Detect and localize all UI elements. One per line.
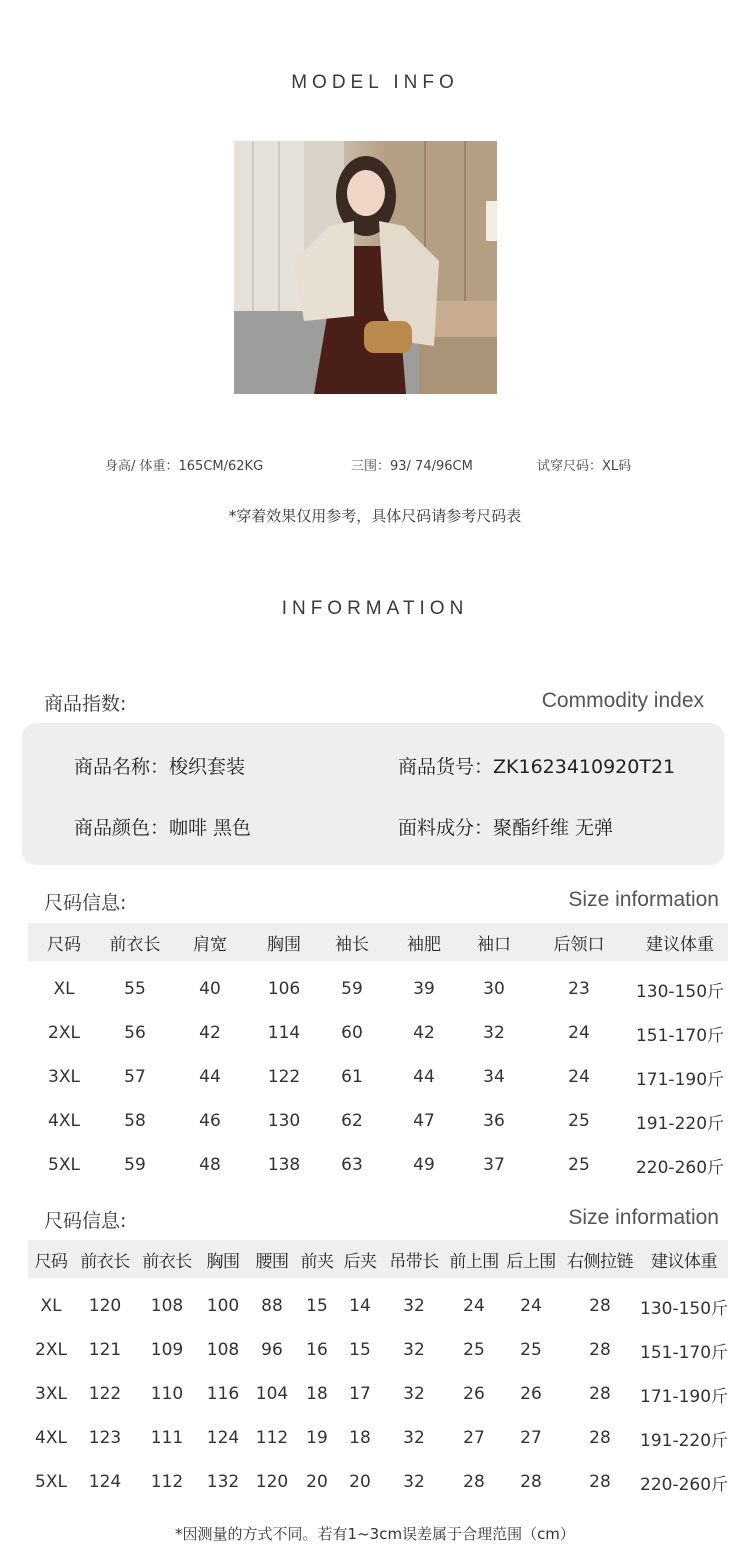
value-cell: 32 (403, 1472, 425, 1492)
value-cell: 123 (88, 1428, 122, 1448)
information-heading: INFORMATION (281, 598, 469, 619)
size-table-2-header (28, 1240, 728, 1278)
value-cell: 48 (199, 1155, 221, 1175)
value-cell: 138 (267, 1155, 301, 1175)
value-cell: 130-150斤 (640, 1298, 729, 1319)
value-cell: 46 (199, 1111, 221, 1131)
size-cell: 2XL (48, 1023, 80, 1043)
value-cell: 20 (349, 1472, 371, 1492)
measurement-note: *因测量的方式不同。若有1~3cm误差属于合理范围（cm） (175, 1525, 575, 1543)
value-cell: 25 (568, 1111, 590, 1131)
value-cell: 37 (483, 1155, 505, 1175)
col-header: 右侧拉链 (560, 1240, 640, 1278)
size-table-1-header (28, 923, 728, 961)
value-cell: 24 (463, 1296, 485, 1316)
value-cell: 26 (463, 1384, 485, 1404)
value-cell: 62 (341, 1111, 363, 1131)
value-cell: 120 (88, 1296, 122, 1316)
value-cell: 23 (568, 979, 590, 999)
value-cell: 19 (306, 1428, 328, 1448)
value-cell: 32 (403, 1296, 425, 1316)
value-cell: 151-170斤 (635, 1025, 725, 1046)
model-size-tried: 试穿尺码：XL码 (537, 459, 632, 474)
value-cell: 49 (413, 1155, 435, 1175)
col-header: 前衣长 (74, 1240, 136, 1278)
commodity-title-cn: 商品指数: (44, 693, 127, 715)
value-cell: 108 (206, 1340, 240, 1360)
value-cell: 57 (124, 1067, 146, 1087)
value-cell: 32 (403, 1340, 425, 1360)
value-cell: 151-170斤 (640, 1342, 729, 1363)
size1-title-en: Size information (568, 888, 719, 911)
value-cell: 47 (413, 1111, 435, 1131)
value-cell: 42 (413, 1023, 435, 1043)
size-cell: 2XL (35, 1340, 67, 1360)
value-cell: 63 (341, 1155, 363, 1175)
col-header: 前上围 (446, 1240, 502, 1278)
value-cell: 20 (306, 1472, 328, 1492)
col-header: 建议体重 (640, 1240, 728, 1278)
value-cell: 110 (150, 1384, 184, 1404)
value-cell: 32 (403, 1428, 425, 1448)
value-cell: 40 (199, 979, 221, 999)
model-measurements: 三围：93/ 74/96CM (351, 459, 473, 474)
value-cell: 116 (206, 1384, 240, 1404)
value-cell: 27 (520, 1428, 542, 1448)
value-cell: 59 (124, 1155, 146, 1175)
col-header: 胸围 (198, 1240, 248, 1278)
col-header: 建议体重 (632, 923, 728, 961)
col-header: 腰围 (248, 1240, 296, 1278)
size-cell: 5XL (48, 1155, 80, 1175)
value-cell: 108 (150, 1296, 184, 1316)
col-header: 后夹 (338, 1240, 382, 1278)
value-cell: 14 (349, 1296, 371, 1316)
size-cell: 4XL (35, 1428, 67, 1448)
value-cell: 191-220斤 (635, 1113, 725, 1134)
value-cell: 24 (520, 1296, 542, 1316)
table-row (28, 961, 728, 1011)
table-row (28, 1328, 728, 1372)
value-cell: 88 (261, 1296, 283, 1316)
value-cell: 27 (463, 1428, 485, 1448)
value-cell: 120 (255, 1472, 289, 1492)
value-cell: 26 (520, 1384, 542, 1404)
table-row (28, 1055, 728, 1099)
value-cell: 15 (306, 1296, 328, 1316)
value-cell: 104 (255, 1384, 289, 1404)
value-cell: 171-190斤 (635, 1069, 725, 1090)
value-cell: 124 (88, 1472, 122, 1492)
model-info-heading: MODEL INFO (291, 72, 459, 93)
fit-note: *穿着效果仅用参考，具体尺码请参考尺码表 (228, 507, 522, 525)
value-cell: 121 (88, 1340, 122, 1360)
value-cell: 106 (267, 979, 301, 999)
col-header: 袖长 (318, 923, 386, 961)
value-cell: 111 (150, 1428, 184, 1448)
col-header: 袖肥 (386, 923, 462, 961)
value-cell: 44 (199, 1067, 221, 1087)
value-cell: 30 (483, 979, 505, 999)
size-table-1 (28, 923, 728, 1187)
value-cell: 60 (341, 1023, 363, 1043)
size2-title-en: Size information (568, 1206, 719, 1229)
value-cell: 132 (206, 1472, 240, 1492)
table-row (28, 1416, 728, 1460)
value-cell: 55 (124, 979, 146, 999)
value-cell: 61 (341, 1067, 363, 1087)
value-cell: 44 (413, 1067, 435, 1087)
size-cell: 5XL (35, 1472, 67, 1492)
col-header: 胸围 (250, 923, 318, 961)
value-cell: 220-260斤 (640, 1474, 729, 1495)
table-row (28, 1011, 728, 1055)
col-header: 尺码 (28, 923, 100, 961)
commodity-panel (22, 723, 724, 865)
col-header: 肩宽 (170, 923, 250, 961)
value-cell: 171-190斤 (640, 1386, 729, 1407)
value-cell: 56 (124, 1023, 146, 1043)
value-cell: 28 (589, 1384, 611, 1404)
value-cell: 112 (150, 1472, 184, 1492)
size-cell: XL (40, 1296, 62, 1316)
col-header: 后上围 (502, 1240, 560, 1278)
value-cell: 28 (463, 1472, 485, 1492)
value-cell: 18 (306, 1384, 328, 1404)
value-cell: 24 (568, 1067, 590, 1087)
col-header: 袖口 (462, 923, 526, 961)
size-table-2 (28, 1240, 728, 1504)
col-header: 前衣长 (100, 923, 170, 961)
value-cell: 25 (568, 1155, 590, 1175)
value-cell: 36 (483, 1111, 505, 1131)
value-cell: 130-150斤 (635, 981, 725, 1002)
commodity-title-en: Commodity index (541, 689, 704, 712)
value-cell: 32 (483, 1023, 505, 1043)
size-cell: 4XL (48, 1111, 80, 1131)
size-cell: 3XL (48, 1067, 80, 1087)
col-header: 前衣长 (136, 1240, 198, 1278)
value-cell: 109 (150, 1340, 184, 1360)
value-cell: 28 (589, 1296, 611, 1316)
col-header: 前夹 (296, 1240, 338, 1278)
col-header: 后领口 (526, 923, 632, 961)
value-cell: 58 (124, 1111, 146, 1131)
model-photo (234, 141, 497, 394)
value-cell: 112 (255, 1428, 289, 1448)
product-color: 商品颜色：咖啡 黑色 (74, 817, 252, 839)
value-cell: 130 (267, 1111, 301, 1131)
col-header: 吊带长 (382, 1240, 446, 1278)
value-cell: 15 (349, 1340, 371, 1360)
product-fabric: 面料成分：聚酯纤维 无弹 (398, 817, 614, 839)
value-cell: 17 (349, 1384, 371, 1404)
value-cell: 28 (589, 1472, 611, 1492)
product-name: 商品名称：梭织套装 (74, 756, 246, 778)
value-cell: 42 (199, 1023, 221, 1043)
value-cell: 28 (589, 1428, 611, 1448)
value-cell: 59 (341, 979, 363, 999)
value-cell: 28 (520, 1472, 542, 1492)
value-cell: 16 (306, 1340, 328, 1360)
size-cell: XL (53, 979, 75, 999)
value-cell: 34 (483, 1067, 505, 1087)
table-row (28, 1372, 728, 1416)
value-cell: 220-260斤 (635, 1157, 725, 1178)
value-cell: 25 (520, 1340, 542, 1360)
model-height-weight: 身高/ 体重：165CM/62KG (105, 459, 264, 474)
value-cell: 191-220斤 (640, 1430, 729, 1451)
table-row (28, 1099, 728, 1143)
value-cell: 28 (589, 1340, 611, 1360)
value-cell: 100 (206, 1296, 240, 1316)
value-cell: 122 (88, 1384, 122, 1404)
value-cell: 18 (349, 1428, 371, 1448)
value-cell: 39 (413, 979, 435, 999)
value-cell: 114 (267, 1023, 301, 1043)
value-cell: 24 (568, 1023, 590, 1043)
value-cell: 32 (403, 1384, 425, 1404)
value-cell: 25 (463, 1340, 485, 1360)
table-row (28, 1143, 728, 1187)
size1-title-cn: 尺码信息: (44, 892, 127, 914)
size-cell: 3XL (35, 1384, 67, 1404)
size2-title-cn: 尺码信息: (44, 1210, 127, 1232)
table-row (28, 1278, 728, 1328)
value-cell: 122 (267, 1067, 301, 1087)
value-cell: 96 (261, 1340, 283, 1360)
value-cell: 124 (206, 1428, 240, 1448)
product-item-no: 商品货号：ZK1623410920T21 (398, 756, 676, 778)
table-row (28, 1460, 728, 1504)
col-header: 尺码 (28, 1240, 74, 1278)
